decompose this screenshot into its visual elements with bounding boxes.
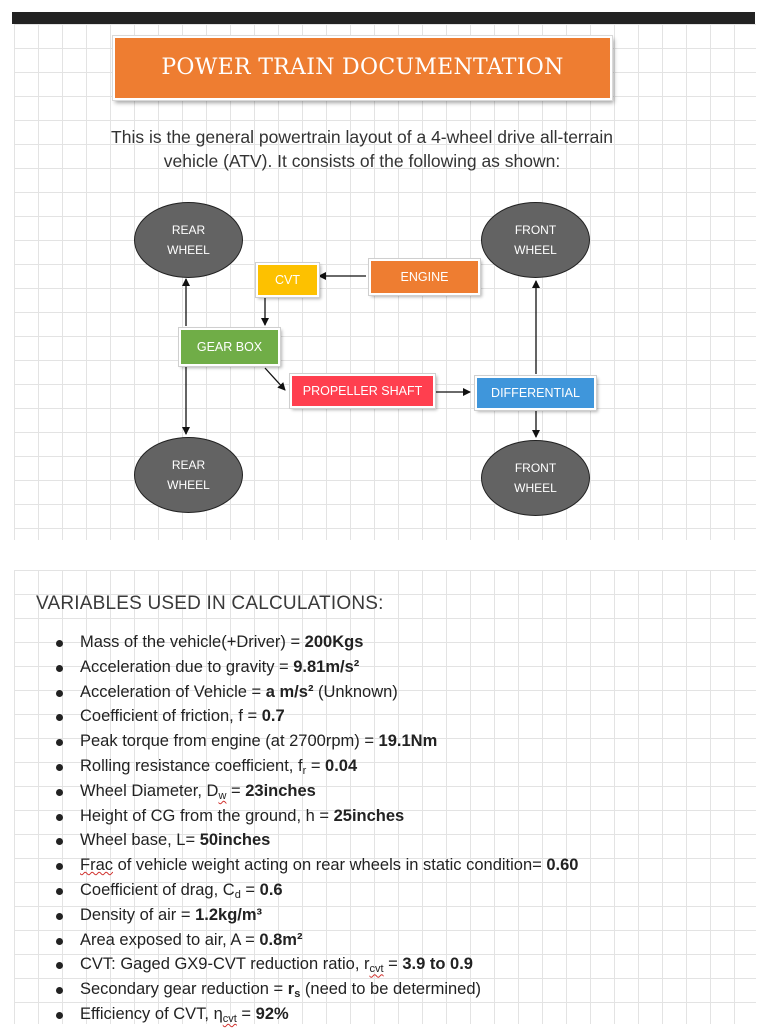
rear-wheel-top: REAR WHEEL: [134, 202, 243, 278]
variable-item-gravity: Acceleration due to gravity = 9.81m/s²: [50, 655, 750, 680]
cvt-box: CVT: [256, 263, 319, 297]
gear-box: GEAR BOX: [179, 328, 280, 366]
variable-item-secondary-reduction: Secondary gear reduction = $r_s$ (need to be determined): [50, 977, 750, 1002]
propeller-shaft-box: PROPELLER SHAFT: [290, 374, 435, 408]
variable-item-friction: Coefficient of friction, f = 0.7: [50, 704, 750, 729]
intro-line-2: vehicle (ATV). It consists of the following as shown:: [163, 151, 561, 171]
variables-heading: VARIABLES USED IN CALCULATIONS:: [36, 593, 384, 614]
front-wheel-bottom: FRONT WHEEL: [481, 440, 590, 516]
engine-box: ENGINE: [369, 259, 480, 295]
intro-paragraph: [62, 125, 662, 173]
variable-item-acceleration: Acceleration of Vehicle = a m/s² (Unknown): [50, 680, 750, 705]
page-title: POWER TRAIN DOCUMENTATION: [113, 36, 612, 100]
intro-line-1: This is the general powertrain layout of a 4-wheel drive all-terrain: [111, 127, 613, 147]
variable-item-wheel-base: Wheel base, L= 50inches: [50, 828, 750, 853]
variable-item-drag-coefficient: Coefficient of drag, $C_d = 0.6$: [50, 878, 750, 903]
variable-item-mass: Mass of the vehicle(+Driver) = 200Kgs: [50, 630, 750, 655]
variable-item-frontal-area: Area exposed to air, A = 0.8m²: [50, 928, 750, 953]
variable-item-air-density: Density of air = 1.2kg/m³: [50, 903, 750, 928]
front-wheel-top: FRONT WHEEL: [481, 202, 590, 278]
variable-item-cvt-ratio: CVT: Gaged GX9-CVT reduction ratio, $r_{cvt} = 3.9$ to 0.9: [50, 952, 750, 977]
variable-item-cg-height: Height of CG from the ground, h = 25inches: [50, 804, 750, 829]
variable-item-peak-torque: Peak torque from engine (at 2700rpm) = 19.1Nm: [50, 729, 750, 754]
variable-item-cvt-efficiency: Efficiency of CVT, $\eta_{cvt} = 92\%$: [50, 1002, 750, 1027]
differential-box: DIFFERENTIAL: [475, 376, 596, 410]
top-bar: [12, 12, 755, 24]
variables-list: [50, 630, 750, 1027]
variable-item-weight-fraction: Frac of vehicle weight acting on rear wheels in static condition= 0.60: [50, 853, 750, 878]
rear-wheel-bottom: REAR WHEEL: [134, 437, 243, 513]
variable-item-rolling-resistance: Rolling resistance coefficient, $f_r = 0.04$: [50, 754, 750, 779]
variable-item-wheel-diameter: Wheel Diameter, $D_w$ = 23inches: [50, 779, 750, 804]
